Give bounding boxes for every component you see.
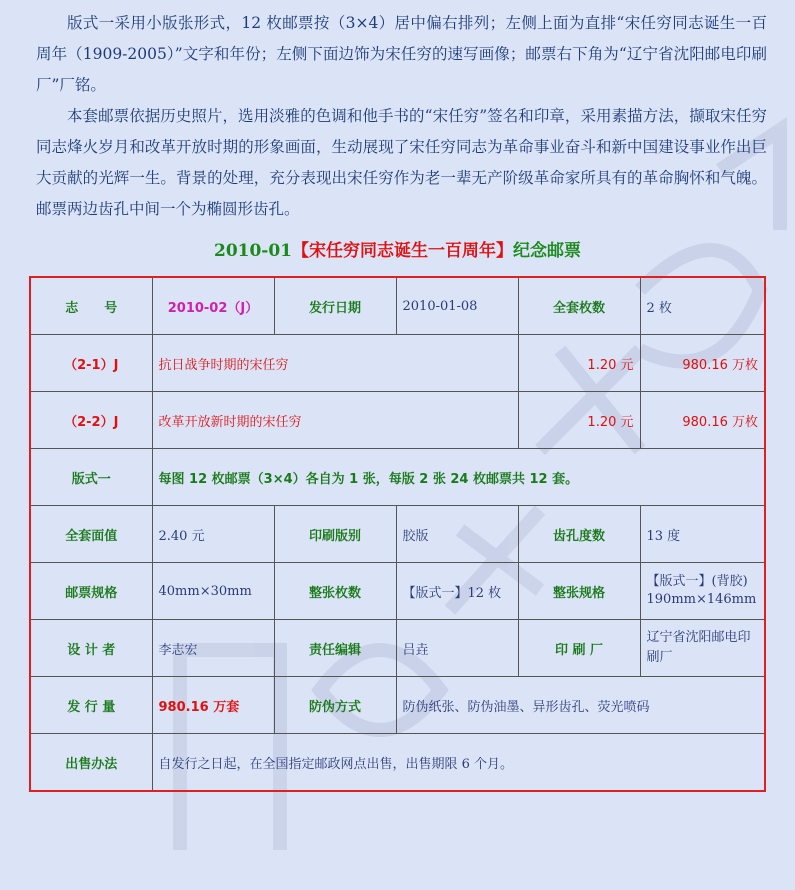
table-row bbox=[30, 449, 765, 506]
label-stamp-size: 邮票规格 bbox=[30, 563, 152, 620]
stamp-quantity: 980.16 万枚 bbox=[640, 392, 765, 449]
label-face-value: 全套面值 bbox=[30, 506, 152, 563]
title-code: 2010-01 bbox=[213, 241, 293, 261]
title-name: 【宋任穷同志诞生一百周年】 bbox=[292, 241, 514, 261]
label-designer: 设 计 者 bbox=[30, 620, 152, 677]
sheet-size-value bbox=[640, 563, 765, 620]
label-sale-method: 出售办法 bbox=[30, 734, 152, 792]
designer-value: 李志宏 bbox=[152, 620, 274, 677]
label-printer: 印 刷 厂 bbox=[518, 620, 640, 677]
printer-value: 辽宁省沈阳邮电印刷厂 bbox=[640, 620, 765, 677]
stamp-info-table bbox=[29, 276, 766, 792]
intro-paragraph-2: 本套邮票依据历史照片，选用淡雅的色调和他手书的“宋任穷”签名和印章，采用素描方法，撷取宋任穷同志烽火岁月和改革开放时期的形象画面，生动展现了宋任穷同志为革命事业奋斗和新中国建设事业作出巨大贡献的光辉一生。背景的处理，充分表现出宋任穷作为老一辈无产阶级革命家所具有的革命胸怀和气魄。邮票两边齿孔中间一个为椭圆形齿孔。 bbox=[36, 107, 767, 218]
sheet-count-value: 【版式一】12 枚 bbox=[396, 563, 518, 620]
table-row bbox=[30, 563, 765, 620]
label-sheet-size: 整张规格 bbox=[518, 563, 640, 620]
label-issue-date: 发行日期 bbox=[274, 277, 396, 335]
sheet-size-line-2: 190mm×146mm bbox=[646, 592, 757, 607]
label-print-method: 印刷版别 bbox=[274, 506, 396, 563]
intro-paragraph-1: 版式一采用小版张形式，12 枚邮票按（3×4）居中偏右排列；左侧上面为直排“宋任穷同志诞生一百周年（1909-2005）”文字和年份；左侧下面边饰为宋任穷的速写画像；邮票右下角为“辽宁省沈阳邮电印刷厂”厂铭。 bbox=[36, 14, 767, 94]
stamp-name: 抗日战争时期的宋任穷 bbox=[152, 335, 518, 392]
table-row bbox=[30, 277, 765, 335]
set-count-value: 2 枚 bbox=[640, 277, 765, 335]
label-perforation: 齿孔度数 bbox=[518, 506, 640, 563]
stamp-code: （2-1）J bbox=[30, 335, 152, 392]
stamp-size-value: 40mm×30mm bbox=[152, 563, 274, 620]
editor-value: 吕垚 bbox=[396, 620, 518, 677]
label-set-count: 全套枚数 bbox=[518, 277, 640, 335]
table-row bbox=[30, 734, 765, 792]
stamp-name: 改革开放新时期的宋任穷 bbox=[152, 392, 518, 449]
table-row bbox=[30, 506, 765, 563]
issue-date-value: 2010-01-08 bbox=[396, 277, 518, 335]
table-row bbox=[30, 392, 765, 449]
format-value: 每图 12 枚邮票（3×4）各自为 1 张，每版 2 张 24 枚邮票共 12 套。 bbox=[152, 449, 765, 506]
label-anti-counterfeit: 防伪方式 bbox=[274, 677, 396, 734]
label-issue-quantity: 发 行 量 bbox=[30, 677, 152, 734]
table-row bbox=[30, 335, 765, 392]
table-row bbox=[30, 620, 765, 677]
stamp-set-title bbox=[0, 240, 795, 262]
stamp-code: （2-2）J bbox=[30, 392, 152, 449]
label-editor: 责任编辑 bbox=[274, 620, 396, 677]
sale-method-value: 自发行之日起，在全国指定邮政网点出售，出售期限 6 个月。 bbox=[152, 734, 765, 792]
title-suffix: 纪念邮票 bbox=[513, 241, 582, 261]
sheet-size-line-1: 【版式一】(背胶) bbox=[646, 574, 748, 589]
print-method-value: 胶版 bbox=[396, 506, 518, 563]
intro-text bbox=[0, 0, 795, 225]
face-value: 2.40 元 bbox=[152, 506, 274, 563]
stamp-price: 1.20 元 bbox=[518, 392, 640, 449]
serial-value: 2010-02（J） bbox=[152, 277, 274, 335]
label-serial: 志 号 bbox=[30, 277, 152, 335]
label-format: 版式一 bbox=[30, 449, 152, 506]
anti-counterfeit-value: 防伪纸张、防伪油墨、异形齿孔、荧光喷码 bbox=[396, 677, 765, 734]
table-row bbox=[30, 677, 765, 734]
stamp-price: 1.20 元 bbox=[518, 335, 640, 392]
issue-quantity-value: 980.16 万套 bbox=[152, 677, 274, 734]
label-sheet-count: 整张枚数 bbox=[274, 563, 396, 620]
stamp-quantity: 980.16 万枚 bbox=[640, 335, 765, 392]
perforation-value: 13 度 bbox=[640, 506, 765, 563]
